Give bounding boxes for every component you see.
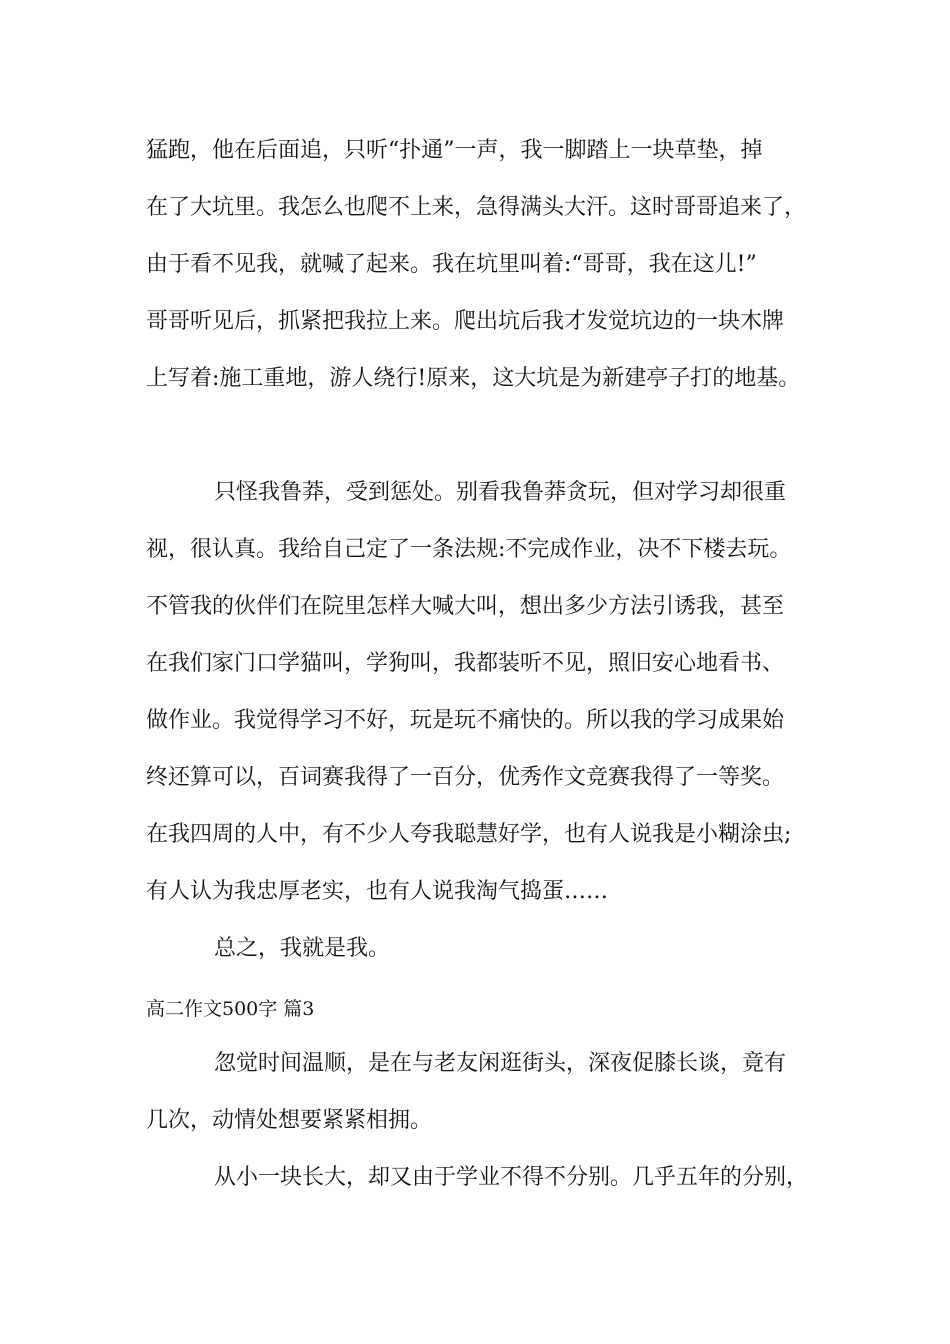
paragraph-2-line-3: 不管我的伙伴们在院里怎样大喊大叫，想出多少方法引诱我，甚至 <box>146 594 785 619</box>
paragraph-2-line-8: 有人认为我忠厚老实，也有人说我淘气捣蛋…… <box>146 879 609 904</box>
paragraph-2-line-7: 在我四周的人中，有不少人夸我聪慧好学，也有人说我是小糊涂虫; <box>146 822 792 847</box>
paragraph-5-line-1: 从小一块长大，却又由于学业不得不分别。几乎五年的分别， <box>214 1165 809 1190</box>
paragraph-3-line-1: 总之，我就是我。 <box>214 936 391 961</box>
paragraph-2-line-4: 在我们家门口学猫叫，学狗叫，我都装听不见，照旧安心地看书、 <box>146 651 785 676</box>
paragraph-4-line-2: 几次，动情处想要紧紧相拥。 <box>146 1108 433 1133</box>
paragraph-4-line-1: 忽觉时间温顺，是在与老友闲逛街头，深夜促膝长谈，竟有 <box>214 1051 787 1076</box>
paragraph-1-line-4: 哥哥听见后，抓紧把我拉上来。爬出坑后我才发觉坑边的一块木牌 <box>146 309 785 334</box>
paragraph-1-line-3: 由于看不见我，就喊了起来。我在坑里叫着:“哥哥，我在这儿!” <box>146 252 757 277</box>
paragraph-1-line-1: 猛跑，他在后面追，只听“扑通”一声，我一脚踏上一块草垫，掉 <box>146 138 763 163</box>
paragraph-1-line-5: 上写着:施工重地，游人绕行!原来，这大坑是为新建亭子打的地基。 <box>146 366 801 391</box>
paragraph-1-line-2: 在了大坑里。我怎么也爬不上来，急得满头大汗。这时哥哥追来了， <box>146 195 807 220</box>
section-heading: 高二作文500字 篇3 <box>146 998 315 1020</box>
paragraph-2-line-5: 做作业。我觉得学习不好，玩是玩不痛快的。所以我的学习成果始 <box>146 708 785 733</box>
paragraph-2-line-2: 视，很认真。我给自己定了一条法规:不完成作业，决不下楼去玩。 <box>146 537 792 562</box>
paragraph-2-line-6: 终还算可以，百词赛我得了一百分，优秀作文竞赛我得了一等奖。 <box>146 765 785 790</box>
paragraph-2-line-1: 只怪我鲁莽，受到惩处。别看我鲁莽贪玩，但对学习却很重 <box>214 480 787 505</box>
